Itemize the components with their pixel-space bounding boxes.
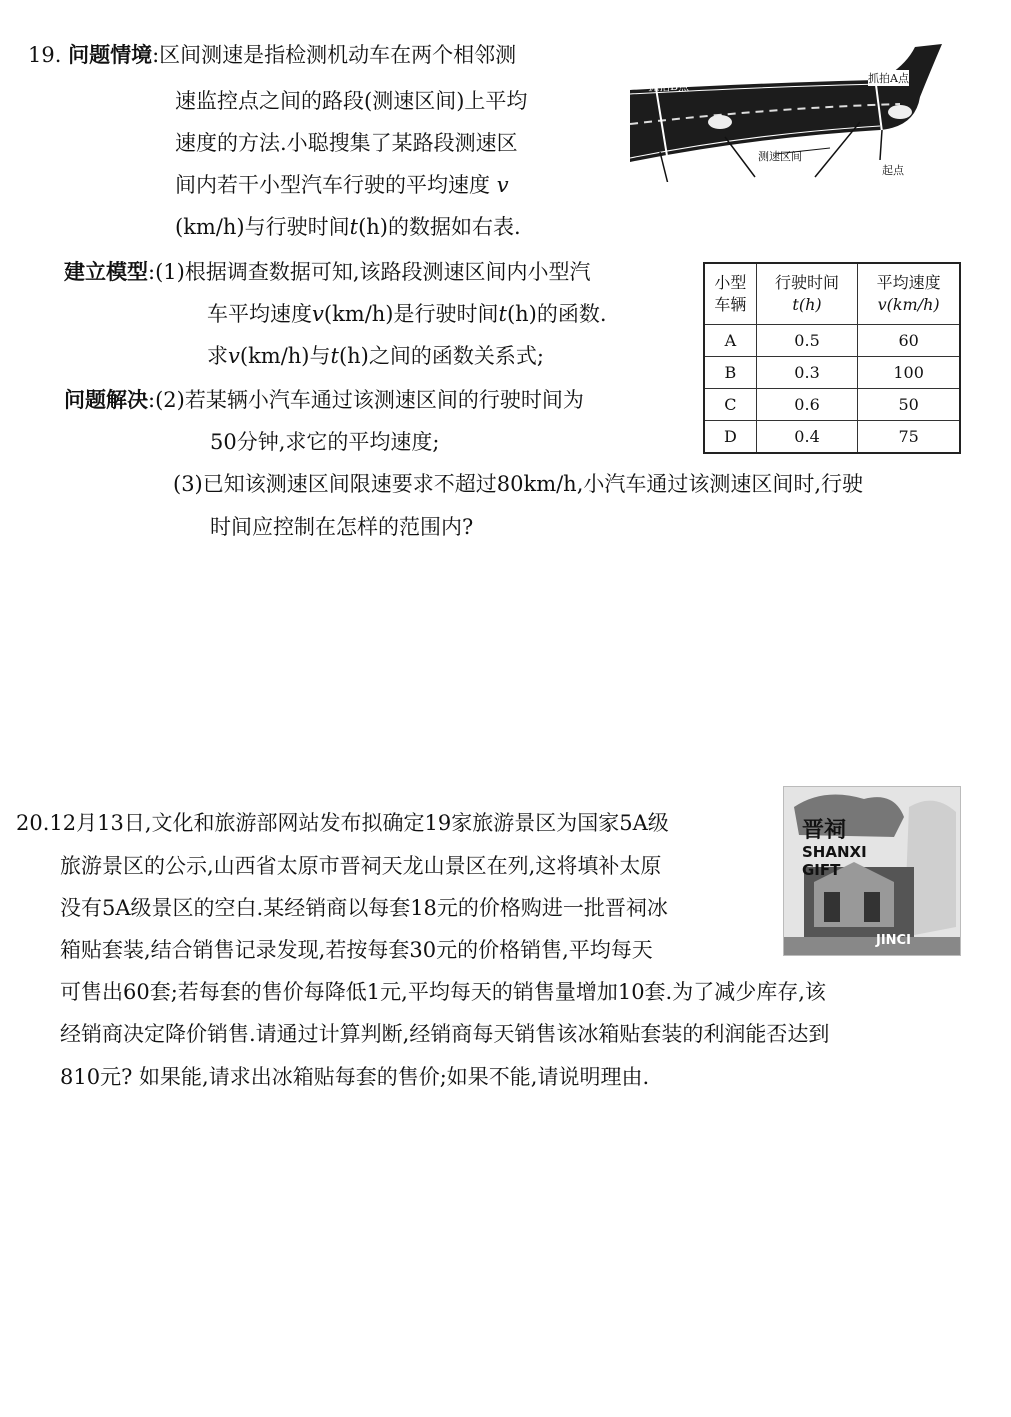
q20-line-5: 可售出60套;若每套的售价每降低1元,平均每天的销售量增加10套.为了减少库存,该 (60, 980, 826, 1004)
cell-time: 0.5 (756, 325, 857, 357)
table-row (704, 389, 960, 421)
table-row (704, 421, 960, 454)
cell-time: 0.4 (756, 421, 857, 454)
cell-vehicle: C (704, 389, 756, 421)
var-t: t (349, 215, 359, 239)
q19-model-line-1: 建立模型:(1)根据调查数据可知,该路段测速区间内小型汽 (64, 260, 591, 284)
q19-situation-line-5: (km/h)与行驶时间t(h)的数据如右表. (175, 215, 521, 239)
road-speed-section-figure (630, 42, 944, 182)
gift-text-gift: GIFT (802, 861, 841, 879)
label-capture-a: 抓拍A点 (868, 72, 909, 85)
cell-speed: 75 (858, 421, 960, 454)
q19-model-line-3: 求v(km/h)与t(h)之间的函数关系式; (207, 344, 544, 368)
cell-time: 0.3 (756, 357, 857, 389)
cell-speed: 50 (858, 389, 960, 421)
label-capture-b: 抓拍B点 (648, 80, 690, 93)
gift-text-jinci: JINCI (876, 933, 911, 948)
q19-situation-line-3: 速度的方法.小聪搜集了某路段测速区 (175, 131, 518, 155)
q20-line-3: 没有5A级景区的空白.某经销商以每套18元的价格购进一批晋祠冰 (60, 896, 668, 920)
q19-label-solve: 问题解决 (64, 388, 148, 412)
q19-solve-line-2: 50分钟,求它的平均速度; (210, 430, 440, 454)
var-v: v (496, 173, 509, 197)
q20-line-6: 经销商决定降价销售.请通过计算判断,经销商每天销售该冰箱贴套装的利润能否达到 (60, 1022, 830, 1046)
q20-number: 20. (16, 811, 50, 835)
gift-text-shanxi: SHANXI (802, 843, 867, 861)
q19-situation-line-2: 速监控点之间的路段(测速区间)上平均 (175, 89, 528, 113)
q19-line-1 (28, 40, 516, 70)
q20-line-1: 20.12月13日,文化和旅游部网站发布拟确定19家旅游景区为国家5A级 (16, 811, 669, 835)
q19-number: 19. (28, 43, 62, 67)
q19-label-situation: 问题情境 (68, 43, 153, 67)
header-time: 行驶时间 t(h) (756, 263, 857, 325)
cell-vehicle: A (704, 325, 756, 357)
label-start-point: 起点 (882, 164, 904, 177)
q20-line-2: 旅游景区的公示,山西省太原市晋祠天龙山景区在列,这将填补太原 (60, 854, 662, 878)
label-speed-section: 测速区间 (758, 150, 802, 163)
q19-solve-line-3: (3)已知该测速区间限速要求不超过80km/h,小汽车通过该测速区间时,行驶 (173, 472, 864, 496)
cell-time: 0.6 (756, 389, 857, 421)
speed-time-table (703, 262, 961, 454)
q19-solve-line-1: 问题解决:(2)若某辆小汽车通过该测速区间的行驶时间为 (64, 388, 584, 412)
table-row (704, 357, 960, 389)
q19-situation-line-1: :区间测速是指检测机动车在两个相邻测 (152, 43, 517, 67)
header-vehicle: 小型 车辆 (704, 263, 756, 325)
q20-line-4: 箱贴套装,结合销售记录发现,若按每套30元的价格销售,平均每天 (60, 938, 653, 962)
table-row (704, 325, 960, 357)
q20-line-7: 810元? 如果能,请求出冰箱贴每套的售价;如果不能,请说明理由. (60, 1065, 650, 1089)
header-speed: 平均速度 v(km/h) (858, 263, 960, 325)
q19-solve-line-4: 时间应控制在怎样的范围内? (210, 515, 474, 539)
table-header-row (704, 263, 960, 325)
cell-speed: 100 (858, 357, 960, 389)
cell-vehicle: D (704, 421, 756, 454)
cell-speed: 60 (858, 325, 960, 357)
q19-model-line-2: 车平均速度v(km/h)是行驶时间t(h)的函数. (207, 302, 607, 326)
q19-situation-line-4: 间内若干小型汽车行驶的平均速度 v (175, 173, 509, 197)
gift-title: 晋祠 (802, 818, 847, 843)
fridge-magnet-photo (783, 786, 961, 956)
q19-label-model: 建立模型 (64, 260, 148, 284)
cell-vehicle: B (704, 357, 756, 389)
